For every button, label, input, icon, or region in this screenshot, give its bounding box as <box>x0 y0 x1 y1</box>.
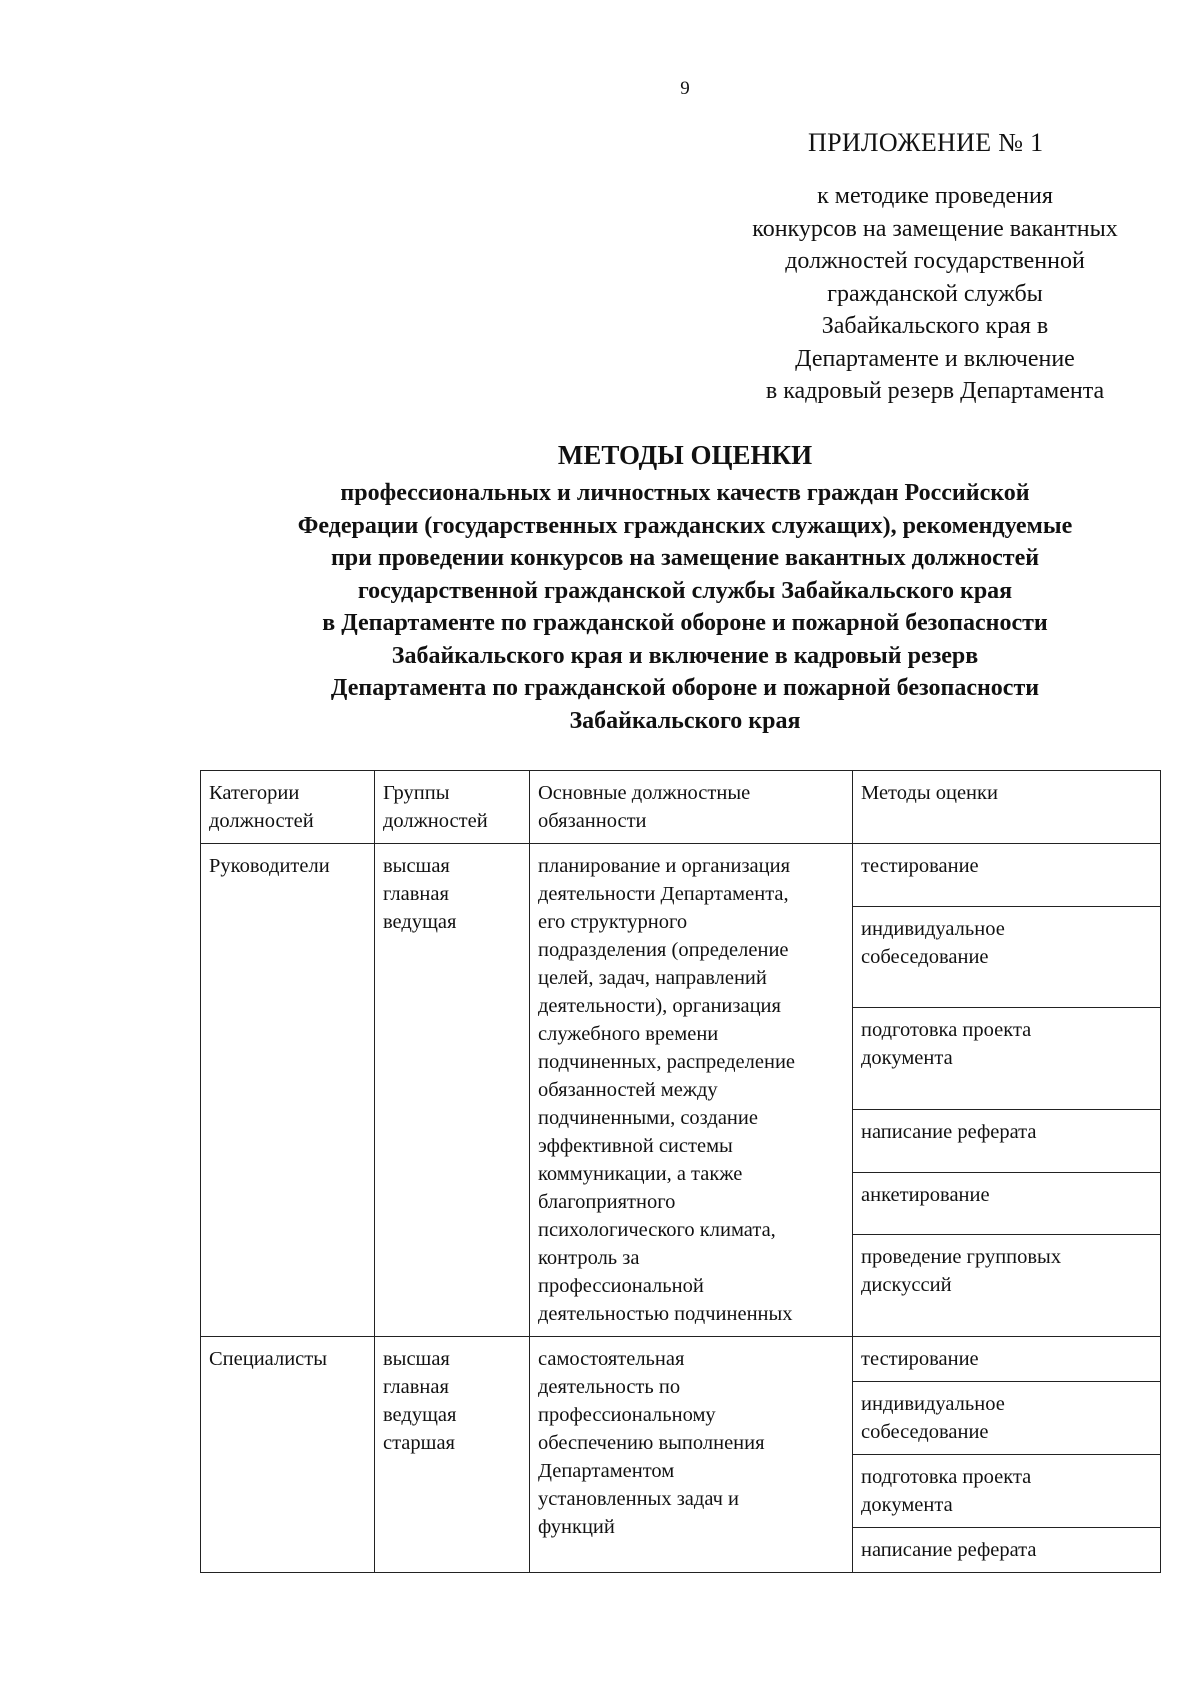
category-text <box>209 852 366 880</box>
cell-text-line: деятельностью подчиненных <box>538 1303 793 1325</box>
method-text <box>861 1181 1152 1209</box>
cell-text-line: ведущая <box>383 1404 457 1426</box>
document-title: МЕТОДЫ ОЦЕНКИ <box>557 440 813 470</box>
cell-text-line: самостоятельная <box>538 1348 685 1370</box>
cell-text-line: тестирование <box>861 855 979 877</box>
cell-text-line: Группы <box>383 782 450 804</box>
method-text <box>861 1463 1152 1519</box>
cell-text-line: высшая <box>383 1348 450 1370</box>
cell-text-line: индивидуальное <box>861 917 1005 940</box>
category-cell <box>201 844 375 1337</box>
cell-text-line: проведение групповых <box>861 1246 1062 1269</box>
cell-text-line: Департаментом <box>538 1460 675 1482</box>
document-subtitle <box>190 477 1180 737</box>
table-header-row <box>201 771 1161 844</box>
cell-text-line: деятельности), организация <box>538 995 781 1017</box>
cell-text-line: подчиненных, распределение <box>538 1051 796 1073</box>
cell-text-line: коммуникации, а также <box>538 1163 743 1185</box>
cell-text-line: написание реферата <box>861 1539 1037 1561</box>
duties-text <box>538 1345 844 1541</box>
groups-cell <box>375 1337 530 1573</box>
cell-text-line: должностей <box>209 810 314 832</box>
appendix-subtitle-line: гражданской службы <box>827 280 1043 307</box>
document-subtitle-line: профессиональных и личностных качеств граждан Российской <box>340 480 1030 506</box>
page-number: 9 <box>680 78 690 99</box>
cell-text-line: тестирование <box>861 1348 979 1370</box>
cell-text-line: ведущая <box>383 911 457 933</box>
cell-text-line: подготовка проекта <box>861 1466 1032 1488</box>
method-text <box>861 1536 1152 1564</box>
method-text <box>861 1243 1152 1299</box>
cell-text-line: написание реферата <box>861 1120 1037 1143</box>
method-text <box>861 1118 1152 1146</box>
cell-text-line: собеседование <box>861 945 989 968</box>
cell-text-line: планирование и организация <box>538 855 791 877</box>
cell-text-line: подразделения (определение <box>538 939 789 961</box>
method-cell <box>853 1172 1161 1235</box>
cell-text-line: обеспечению выполнения <box>538 1432 765 1454</box>
cell-text-line: Методы оценки <box>861 782 998 804</box>
method-text <box>861 1345 1152 1373</box>
cell-text-line: служебного времени <box>538 1023 719 1045</box>
groups-cell <box>375 844 530 1337</box>
header-text <box>861 779 1152 807</box>
appendix-title: ПРИЛОЖЕНИЕ № 1 <box>808 128 1044 157</box>
cell-text-line: старшая <box>383 1432 455 1454</box>
method-text <box>861 915 1152 971</box>
duties-cell <box>530 1337 853 1573</box>
duties-cell <box>530 844 853 1337</box>
method-cell <box>853 906 1161 1008</box>
cell-text-line: Категории <box>209 782 300 804</box>
method-text <box>861 1016 1152 1072</box>
cell-text-line: функций <box>538 1516 615 1538</box>
method-cell <box>853 1337 1161 1382</box>
cell-text-line: установленных задач и <box>538 1488 740 1510</box>
category-cell <box>201 1337 375 1573</box>
document-subtitle-line: Забайкальского края <box>569 707 801 734</box>
cell-text-line: обязанностей между <box>538 1079 718 1101</box>
cell-text-line: собеседование <box>861 1421 989 1443</box>
table-header-cell <box>375 771 530 844</box>
table-header-cell <box>530 771 853 844</box>
cell-text-line: профессиональному <box>538 1404 716 1426</box>
cell-text-line: индивидуальное <box>861 1393 1005 1415</box>
cell-text-line: психологического климата, <box>538 1219 776 1241</box>
groups-text <box>383 1345 521 1457</box>
cell-text-line: деятельности Департамента, <box>538 883 789 905</box>
document-subtitle-line: государственной гражданской службы Забайкальского края <box>357 577 1013 604</box>
cell-text-line: профессиональной <box>538 1275 704 1297</box>
table-body <box>201 771 1161 1573</box>
cell-text-line: эффективной системы <box>538 1135 733 1157</box>
table-row <box>201 1337 1161 1382</box>
header-text <box>209 779 366 835</box>
method-cell <box>853 844 1161 907</box>
appendix-subtitle-line: Департаменте и включение <box>795 345 1075 372</box>
table-header-cell <box>853 771 1161 844</box>
document-subtitle-line: при проведении конкурсов на замещение вакантных должностей <box>330 545 1040 571</box>
method-cell <box>853 1109 1161 1172</box>
document-subtitle-line: Федерации (государственных гражданских служащих), рекомендуемые <box>297 512 1073 539</box>
cell-text-line: его структурного <box>538 911 688 933</box>
duties-text <box>538 852 844 1328</box>
cell-text-line: высшая <box>383 855 450 877</box>
document-subtitle-line: Департамента по гражданской обороне и пожарной безопасности <box>330 675 1040 701</box>
header-text <box>383 779 521 835</box>
cell-text-line: должностей <box>383 810 488 832</box>
cell-text-line: Специалисты <box>209 1348 327 1370</box>
appendix-subtitle-line: должностей государственной <box>785 248 1085 274</box>
method-cell <box>853 1008 1161 1110</box>
cell-text-line: анкетирование <box>861 1183 990 1206</box>
cell-text-line: Основные должностные <box>538 782 751 804</box>
cell-text-line: документа <box>861 1047 953 1070</box>
document-subtitle-line: Забайкальского края и включение в кадровый резерв <box>391 642 979 669</box>
appendix-subtitle-line: Забайкальского края в <box>821 313 1049 339</box>
method-cell <box>853 1528 1161 1573</box>
cell-text-line: целей, задач, направлений <box>538 967 767 989</box>
appendix-subtitle-line: к методике проведения <box>817 183 1053 209</box>
table-header-cell <box>201 771 375 844</box>
cell-text-line: документа <box>861 1494 953 1516</box>
cell-text-line: благоприятного <box>538 1191 676 1213</box>
cell-text-line: обязанности <box>538 810 647 832</box>
category-text <box>209 1345 366 1373</box>
method-cell <box>853 1235 1161 1337</box>
appendix-subtitle-line: в кадровый резерв Департамента <box>765 378 1105 404</box>
cell-text-line: деятельность по <box>538 1376 681 1398</box>
cell-text-line: подчиненными, создание <box>538 1107 758 1129</box>
appendix-subtitle <box>715 180 1155 408</box>
cell-text-line: Руководители <box>209 855 330 877</box>
cell-text-line: дискуссий <box>861 1274 952 1297</box>
method-cell <box>853 1455 1161 1528</box>
assessment-methods-table <box>200 770 1161 1573</box>
cell-text-line: главная <box>383 883 449 905</box>
method-text <box>861 852 1152 880</box>
document-subtitle-line: в Департаменте по гражданской обороне и пожарной безопасности <box>322 610 1048 636</box>
cell-text-line: подготовка проекта <box>861 1019 1032 1042</box>
method-text <box>861 1390 1152 1446</box>
cell-text-line: главная <box>383 1376 449 1398</box>
appendix-subtitle-line: конкурсов на замещение вакантных <box>752 215 1118 242</box>
header-text <box>538 779 844 835</box>
cell-text-line: контроль за <box>538 1247 640 1269</box>
method-cell <box>853 1382 1161 1455</box>
groups-text <box>383 852 521 936</box>
table-row <box>201 844 1161 907</box>
